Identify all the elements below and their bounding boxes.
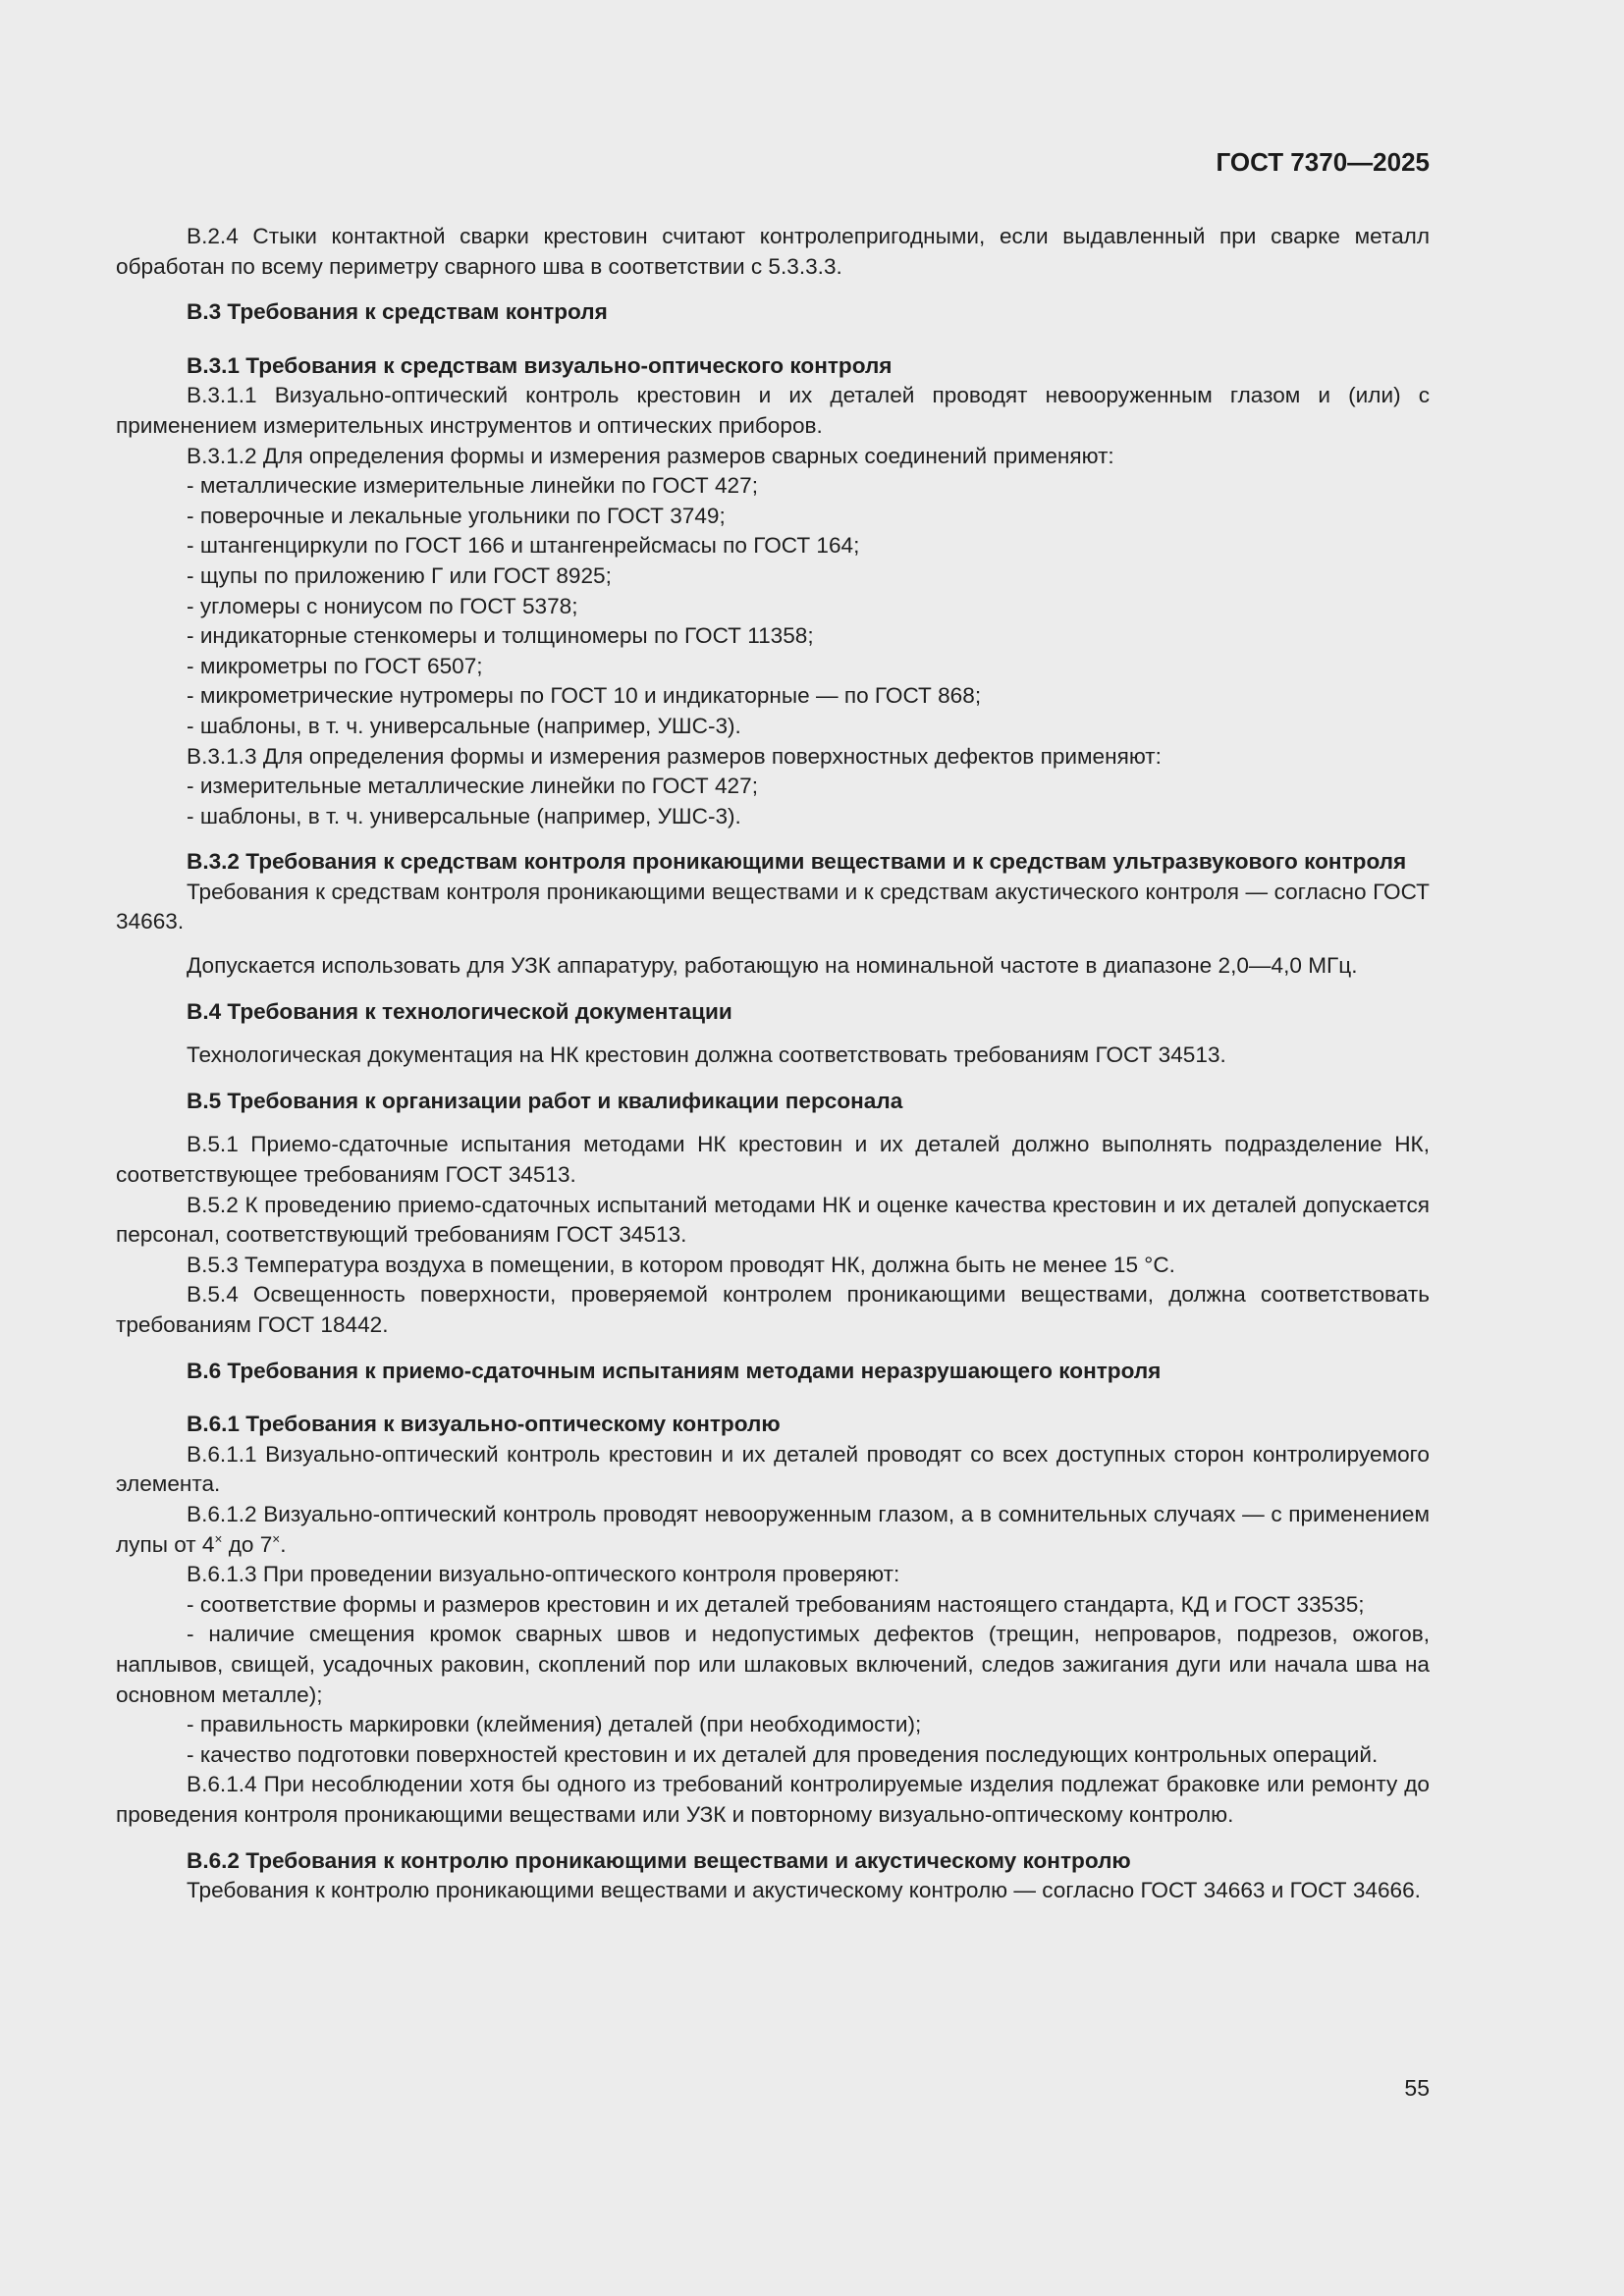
document-code-header: ГОСТ 7370—2025 — [1216, 147, 1430, 177]
paragraph-b6-1-2-text: В.6.1.2 Визуально-оптический контроль проводят невооруженным глазом, а в сомнительных случаях — с применением лупы от 4 — [116, 1501, 1430, 1557]
list-item: - микрометрические нутромеры по ГОСТ 10 и индикаторные — по ГОСТ 868; — [116, 681, 1430, 712]
paragraph-b3-1-1: В.3.1.1 Визуально-оптический контроль крестовин и их деталей проводят невооруженным глазом и (или) с применением измерительных инструментов и оптических приборов. — [116, 383, 1430, 438]
list-item: - микрометры по ГОСТ 6507; — [116, 652, 1430, 682]
paragraph-b6-1-3: В.6.1.3 При проведении визуально-оптического контроля проверяют: — [187, 1562, 900, 1587]
list-item: - качество подготовки поверхностей крестовин и их деталей для проведения последующих контрольных операций. — [116, 1740, 1430, 1771]
page-number: 55 — [1404, 2075, 1430, 2101]
heading-b3: В.3 Требования к средствам контроля — [187, 299, 608, 325]
paragraph-b6-1-2-text: до 7 — [222, 1531, 273, 1557]
paragraph-b3-2-2: Допускается использовать для УЗК аппаратуру, работающую на номинальной частоте в диапазоне 2,0—4,0 МГц. — [187, 953, 1358, 979]
paragraph-b4-1: Технологическая документация на НК крестовин должна соответствовать требованиям ГОСТ 34513. — [187, 1042, 1226, 1068]
magnification-sup: × — [214, 1531, 223, 1547]
magnification-sup: × — [272, 1531, 281, 1547]
heading-b3-1: В.3.1 Требования к средствам визуально-оптического контроля — [187, 352, 893, 378]
list-b3-1-2 — [116, 471, 1430, 741]
paragraph-b5-1: В.5.1 Приемо-сдаточные испытания методами НК крестовин и их деталей должно выполнять подразделение НК, соответствующее требованиям ГОСТ 34513. — [116, 1132, 1430, 1188]
paragraph-b3-2-1: Требования к средствам контроля проникающими веществами и к средствам акустического контроля — согласно ГОСТ 34663. — [116, 879, 1430, 934]
paragraph-b5-3: В.5.3 Температура воздуха в помещении, в котором проводят НК, должна быть не менее 15 °С. — [187, 1252, 1175, 1277]
list-item: - угломеры с нониусом по ГОСТ 5378; — [116, 592, 1430, 622]
heading-b6-1: В.6.1 Требования к визуально-оптическому контролю — [187, 1412, 781, 1437]
list-item: - измерительные металлические линейки по ГОСТ 427; — [116, 772, 1430, 802]
heading-b4: В.4 Требования к технологической документации — [187, 998, 732, 1024]
heading-b5: В.5 Требования к организации работ и квалификации персонала — [187, 1088, 903, 1113]
list-item: - шаблоны, в т. ч. универсальные (например, УШС-3). — [116, 802, 1430, 832]
list-item: - металлические измерительные линейки по ГОСТ 427; — [116, 471, 1430, 502]
list-item: - наличие смещения кромок сварных швов и недопустимых дефектов (трещин, непроваров, подрезов, ожогов, наплывов, свищей, усадочных раковин, скоплений пор или шлаковых включений, следов зажигания дуги или начала шва на основном металле); — [116, 1620, 1430, 1710]
paragraph-b6-1-2 — [116, 1500, 1430, 1560]
paragraph-b6-1-1: В.6.1.1 Визуально-оптический контроль крестовин и их деталей проводят со всех доступных сторон контролируемого элемента. — [116, 1441, 1430, 1497]
paragraph-b6-1-2-text: . — [280, 1531, 287, 1557]
heading-b3-2 — [116, 847, 1430, 878]
paragraph-b6-1-4: В.6.1.4 При несоблюдении хотя бы одного из требований контролируемые изделия подлежат браковке или ремонту до проведения контроля проникающими веществами или УЗК и повторному визуально-оптическому контролю. — [116, 1772, 1430, 1827]
paragraph-b3-1-2: В.3.1.2 Для определения формы и измерения размеров сварных соединений применяют: — [187, 443, 1114, 468]
list-item: - штангенциркули по ГОСТ 166 и штангенрейсмасы по ГОСТ 164; — [116, 531, 1430, 561]
paragraph-b5-4: В.5.4 Освещенность поверхности, проверяемой контролем проникающими веществами, должна соответствовать требованиям ГОСТ 18442. — [116, 1282, 1430, 1337]
document-body — [116, 222, 1430, 1906]
paragraph-b6-2-1: Требования к контролю проникающими веществами и акустическому контролю — согласно ГОСТ 34663 и ГОСТ 34666. — [187, 1878, 1421, 1903]
list-item: - индикаторные стенкомеры и толщиномеры по ГОСТ 11358; — [116, 621, 1430, 652]
list-item: - соответствие формы и размеров крестовин и их деталей требованиям настоящего стандарта, КД и ГОСТ 33535; — [116, 1590, 1430, 1621]
list-item: - правильность маркировки (клеймения) деталей (при необходимости); — [116, 1710, 1430, 1740]
list-item: - шаблоны, в т. ч. универсальные (например, УШС-3). — [116, 712, 1430, 742]
list-item: - поверочные и лекальные угольники по ГОСТ 3749; — [116, 502, 1430, 532]
list-b6-1-3 — [116, 1590, 1430, 1771]
heading-b6-2: В.6.2 Требования к контролю проникающими веществами и акустическому контролю — [187, 1847, 1131, 1873]
paragraph-b5-2: В.5.2 К проведению приемо-сдаточных испытаний методами НК и оценке качества крестовин и их деталей допускается персонал, соответствующий требованиям ГОСТ 34513. — [116, 1192, 1430, 1248]
paragraph-b2-4: В.2.4 Стыки контактной сварки крестовин считают контролепригодными, если выдавленный при сварке металл обработан по всему периметру сварного шва в соответствии с 5.3.3.3. — [116, 224, 1430, 279]
list-b3-1-3 — [116, 772, 1430, 831]
list-item: - щупы по приложению Г или ГОСТ 8925; — [116, 561, 1430, 592]
heading-b3-2-text: В.3.2 Требования к средствам контроля проникающими веществами и к средствам ультразвукового контроля — [187, 849, 1407, 875]
heading-b6: В.6 Требования к приемо-сдаточным испытаниям методами неразрушающего контроля — [187, 1358, 1162, 1383]
paragraph-b3-1-3: В.3.1.3 Для определения формы и измерения размеров поверхностных дефектов применяют: — [187, 743, 1162, 769]
